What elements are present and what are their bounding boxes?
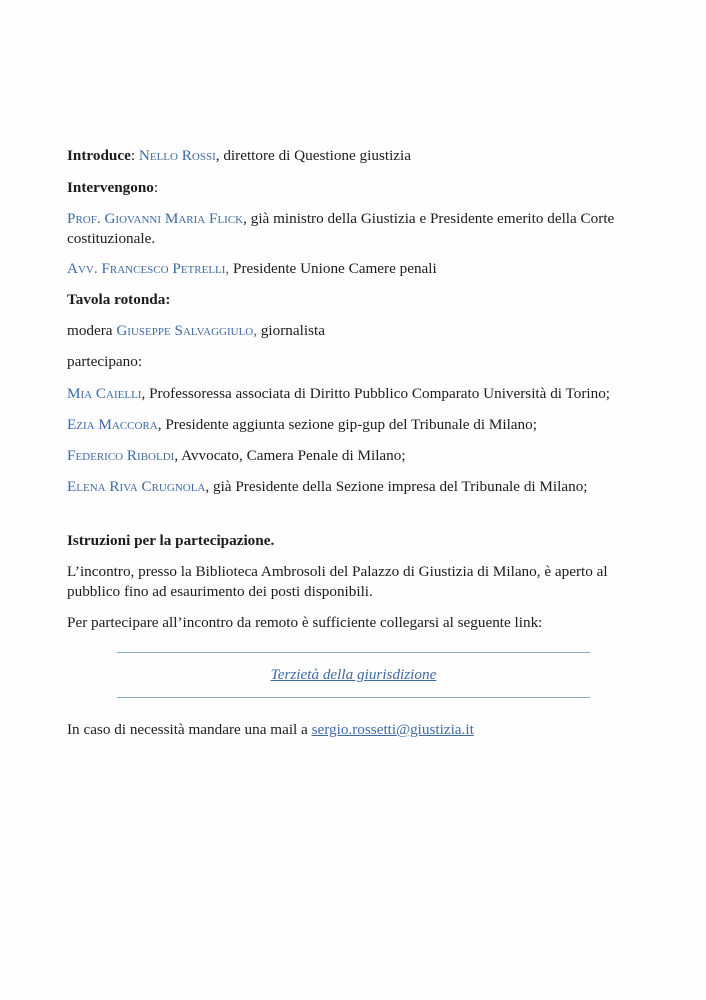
speaker-line-continued bbox=[67, 229, 155, 249]
participant-name: Federico Riboldi bbox=[67, 447, 175, 464]
introduce-sep: : bbox=[130, 147, 139, 164]
speaker-role: , già ministro della Giustizia e Presidente emerito della Corte bbox=[243, 210, 615, 227]
participant-line bbox=[67, 384, 610, 404]
tavola-rotonda-heading bbox=[67, 290, 170, 310]
remote-meeting-link[interactable]: Terzietà della giurisdizione bbox=[270, 666, 437, 683]
remote-instructions-text: Per partecipare all’incontro da remoto è sufficiente collegarsi al seguente link: bbox=[67, 614, 543, 631]
participant-role: , già Presidente della Sezione impresa del Tribunale di Milano; bbox=[205, 478, 588, 495]
istruzioni-heading bbox=[67, 531, 274, 551]
remote-instructions bbox=[67, 613, 542, 633]
participant-name: Ezia Maccora bbox=[67, 416, 158, 433]
speaker-line bbox=[67, 209, 614, 229]
participant-role: , Avvocato, Camera Penale di Milano; bbox=[174, 447, 406, 464]
speaker-name: Avv. Francesco Petrelli, bbox=[67, 260, 230, 277]
moderator-line bbox=[67, 321, 325, 341]
partecipano-label bbox=[67, 352, 142, 372]
participant-name: Elena Riva Crugnola bbox=[67, 478, 206, 495]
intervengono-sep: : bbox=[153, 179, 159, 196]
participant-role: , Presidente aggiunta sezione gip-gup del Tribunale di Milano; bbox=[157, 416, 537, 433]
partecipano-text: partecipano: bbox=[67, 353, 143, 370]
tavola-rotonda-label: Tavola rotonda: bbox=[67, 291, 171, 308]
intervengono-label: Intervengono bbox=[67, 179, 154, 196]
istruzioni-text: pubblico fino ad esaurimento dei posti disponibili. bbox=[67, 583, 373, 600]
contact-prefix: In caso di necessità mandare una mail a bbox=[67, 721, 312, 738]
participant-line bbox=[67, 477, 588, 497]
participant-name: Mia Caielli bbox=[67, 385, 142, 402]
moderator-name: Giuseppe Salvaggiulo, bbox=[116, 322, 258, 339]
speaker-line bbox=[67, 259, 437, 279]
introduce-label: Introduce bbox=[67, 147, 131, 164]
participant-line bbox=[67, 415, 537, 435]
intervengono-heading bbox=[67, 178, 158, 198]
istruzioni-title: Istruzioni per la partecipazione. bbox=[67, 532, 275, 549]
link-bottom-rule bbox=[117, 697, 590, 698]
introducer-role: , direttore di Questione giustizia bbox=[215, 147, 412, 164]
moderator-role: giornalista bbox=[257, 322, 325, 339]
istruzioni-text: L’incontro, presso la Biblioteca Ambrosoli del Palazzo di Giustizia di Milano, è aperto al bbox=[67, 563, 608, 580]
moderator-prefix: modera bbox=[67, 322, 117, 339]
speaker-role: Presidente Unione Camere penali bbox=[229, 260, 437, 277]
istruzioni-paragraph-line bbox=[67, 562, 608, 582]
contact-email-link[interactable]: sergio.rossetti@giustizia.it bbox=[311, 721, 474, 738]
contact-line bbox=[67, 720, 474, 740]
introduce-line bbox=[67, 146, 411, 166]
speaker-name: Prof. Giovanni Maria Flick bbox=[67, 210, 244, 227]
participant-line bbox=[67, 446, 406, 466]
link-top-rule bbox=[117, 652, 590, 653]
istruzioni-paragraph-line bbox=[67, 582, 373, 602]
speaker-role-continued: costituzionale. bbox=[67, 230, 156, 247]
introducer-name: Nello Rossi bbox=[138, 147, 216, 164]
participant-role: , Professoressa associata di Diritto Pubblico Comparato Università di Torino; bbox=[141, 385, 611, 402]
remote-link-container bbox=[117, 665, 590, 685]
